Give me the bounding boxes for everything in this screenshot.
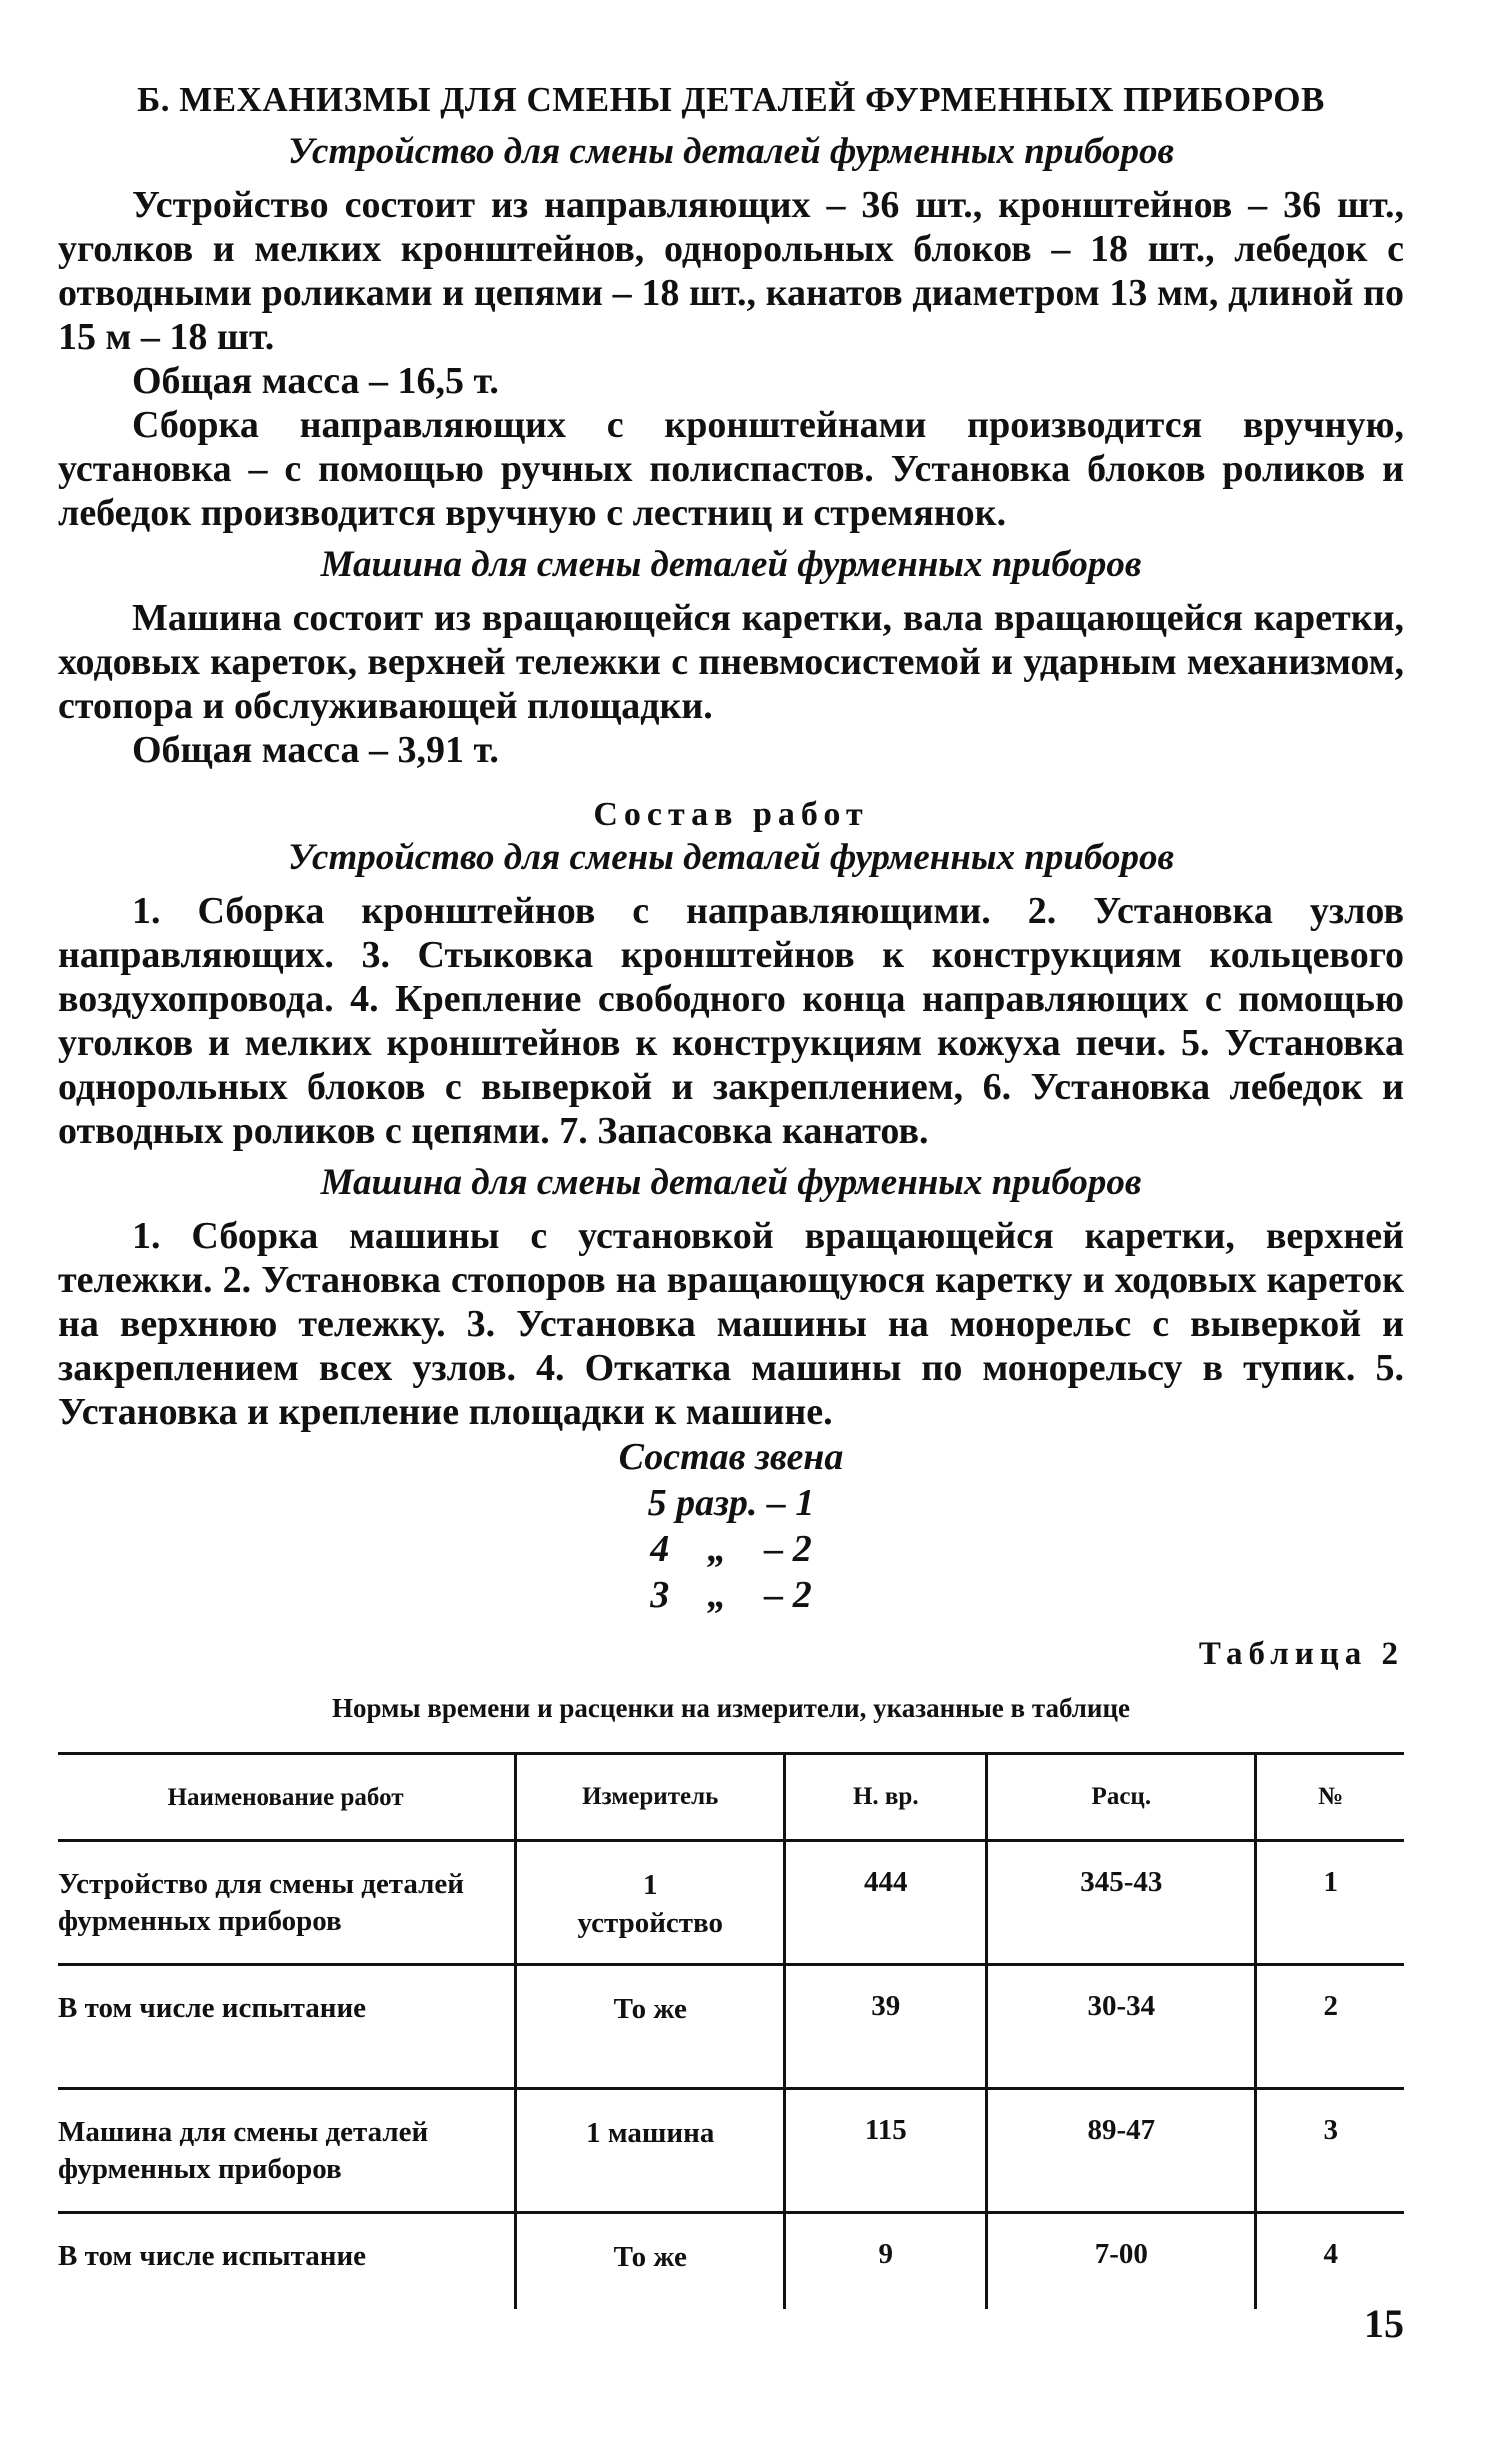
crew-block bbox=[58, 1434, 1404, 1618]
device-assembly-note: Сборка направляющих с кронштейнами производится вручную, установка – с помощью ручных полиспастов. Установка блоков роликов и лебедок производится вручную с лестниц и стремянок. bbox=[58, 404, 1404, 534]
cell-num: 4 bbox=[1256, 2213, 1404, 2310]
cell-measure: То же bbox=[516, 1965, 785, 2089]
table-header-row bbox=[58, 1754, 1404, 1841]
table-caption: Нормы времени и расценки на измерители, указанные в таблице bbox=[331, 1693, 1131, 1723]
cell-rate: 345-43 bbox=[987, 1841, 1256, 1965]
cell-rate: 89-47 bbox=[987, 2089, 1256, 2213]
cell-time: 39 bbox=[785, 1965, 987, 2089]
crew-line: 4 „ – 2 bbox=[650, 1528, 812, 1570]
machine-mass: Общая масса – 3,91 т. bbox=[132, 729, 499, 771]
header-name: Наименование работ bbox=[58, 1754, 516, 1841]
works-device-text: 1. Сборка кронштейнов с направляющими. 2. Установка узлов направляющих. 3. Стыковка кронштейнов к конструкциям кольцевого воздухопровода. 4. Крепление свободного конца направляющих с помощью уголков и мелких кронштейнов к конструкциям кожуха печи. 5. Установка однорольных блоков с выверкой и закреплением, 6. Установка лебедок и отводных роликов с цепями. 7. Запасовка канатов. bbox=[58, 890, 1404, 1152]
crew-heading: Состав звена bbox=[618, 1436, 844, 1478]
device-description: Устройство состоит из направляющих – 36 шт., кронштейнов – 36 шт., уголков и мелких кронштейнов, однорольных блоков – 18 шт., лебедок с отводными роликами и цепями – 18 шт., канатов диаметром 13 мм, длиной по 15 м – 18 шт. bbox=[58, 184, 1404, 358]
cell-measure: 1 машина bbox=[516, 2089, 785, 2213]
machine-description: Машина состоит из вращающейся каретки, вала вращающейся каретки, ходовых кареток, верхней тележки с пневмосистемой и ударным механизмом, стопора и обслуживающей площадки. bbox=[58, 597, 1404, 727]
device-mass: Общая масса – 16,5 т. bbox=[132, 360, 499, 402]
cell-time: 444 bbox=[785, 1841, 987, 1965]
cell-rate: 7-00 bbox=[987, 2213, 1256, 2310]
works-heading: Состав работ bbox=[593, 796, 869, 833]
works-device-heading: Устройство для смены деталей фурменных приборов bbox=[288, 837, 1174, 878]
cell-time: 115 bbox=[785, 2089, 987, 2213]
crew-line: 3 „ – 2 bbox=[650, 1574, 812, 1616]
works-machine-heading: Машина для смены деталей фурменных приборов bbox=[320, 1162, 1142, 1203]
cell-measure: 1 устройство bbox=[516, 1841, 785, 1965]
cell-name: В том числе испытание bbox=[58, 2240, 367, 2272]
page-number: 15 bbox=[1364, 2301, 1404, 2346]
device-heading: Устройство для смены деталей фурменных приборов bbox=[288, 131, 1174, 172]
header-time: Н. вр. bbox=[785, 1754, 987, 1841]
header-num: № bbox=[1256, 1754, 1404, 1841]
table-row bbox=[58, 2213, 1404, 2310]
cell-num: 1 bbox=[1256, 1841, 1404, 1965]
cell-time: 9 bbox=[785, 2213, 987, 2310]
table-row bbox=[58, 1841, 1404, 1965]
works-machine-text: 1. Сборка машины с установкой вращающейся каретки, верхней тележки. 2. Установка стопоров на вращающуюся каретку и ходовых кареток на верхнюю тележку. 3. Установка машины на монорельс с выверкой и закреплением всех узлов. 4. Откатка машины по монорельсу в тупик. 5. Установка и крепление площадки к машине. bbox=[58, 1215, 1404, 1433]
section-title: Б. МЕХАНИЗМЫ ДЛЯ СМЕНЫ ДЕТАЛЕЙ ФУРМЕННЫХ ПРИБОРОВ bbox=[137, 80, 1325, 119]
cell-name: Устройство для смены деталей фурменных приборов bbox=[58, 1841, 516, 1965]
crew-line: 5 разр. – 1 bbox=[647, 1482, 815, 1524]
header-measure: Измеритель bbox=[516, 1754, 785, 1841]
table-row bbox=[58, 2089, 1404, 2213]
cell-measure: То же bbox=[516, 2213, 785, 2310]
header-rate: Расц. bbox=[987, 1754, 1256, 1841]
machine-heading: Машина для смены деталей фурменных приборов bbox=[320, 544, 1142, 585]
table-row bbox=[58, 1965, 1404, 2089]
cell-rate: 30-34 bbox=[987, 1965, 1256, 2089]
table-label: Таблица 2 bbox=[1198, 1636, 1404, 1672]
cell-num: 2 bbox=[1256, 1965, 1404, 2089]
cell-num: 3 bbox=[1256, 2089, 1404, 2213]
cell-name: Машина для смены деталей фурменных приборов bbox=[58, 2089, 516, 2213]
document-page bbox=[58, 80, 1404, 2309]
cell-name: В том числе испытание bbox=[58, 1965, 516, 2089]
norms-table bbox=[58, 1752, 1404, 2309]
